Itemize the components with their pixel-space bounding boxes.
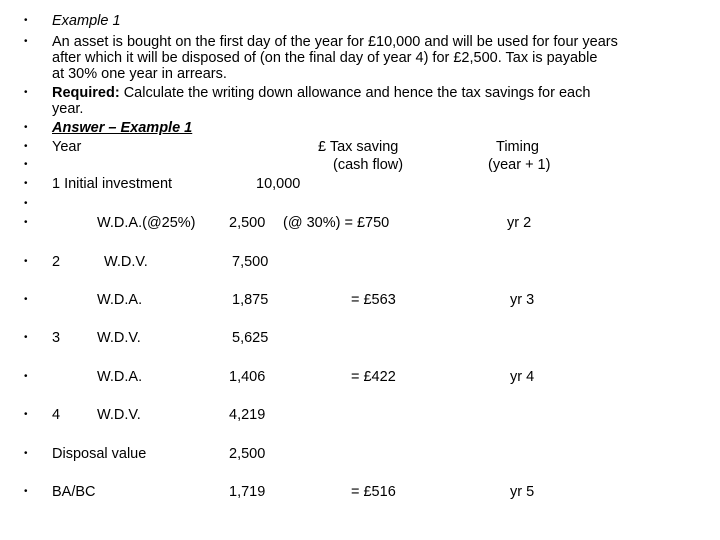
row-babc-timing: yr 5 (510, 484, 535, 500)
row-disposal-value: 2,500 (229, 446, 266, 462)
row-wdv4-label: W.D.V. (97, 407, 141, 423)
row-disposal-label: Disposal value (52, 446, 147, 462)
answer-heading: Answer – Example 1 (52, 120, 193, 136)
bullet: • (24, 217, 28, 228)
required-text: Calculate the writing down allowance and hence the tax savings for each (119, 85, 591, 101)
bullet: • (24, 448, 28, 459)
row-babc-calc: = £516 (351, 484, 396, 500)
row-wdv2-label: W.D.V. (104, 254, 148, 270)
row-wdv3-label: W.D.V. (97, 330, 141, 346)
row-wda2-calc: = £563 (351, 292, 396, 308)
row-wda1-timing: yr 2 (507, 215, 532, 231)
row-babc-value: 1,719 (229, 484, 266, 500)
bullet: • (24, 409, 28, 420)
required-line-2: year. (52, 101, 84, 117)
bullet: • (24, 198, 28, 209)
header-timing-sub: (year + 1) (488, 157, 551, 173)
row-initial-label: 1 Initial investment (52, 176, 173, 192)
row-wdv4-value: 4,219 (229, 407, 266, 423)
bullet: • (24, 486, 28, 497)
row-initial-value: 10,000 (256, 176, 301, 192)
bullet: • (24, 141, 28, 152)
row-wda3-label: W.D.A. (97, 369, 143, 385)
bullet: • (24, 178, 28, 189)
bullet: • (24, 15, 28, 26)
row-wdv4-num: 4 (52, 407, 61, 423)
required-line (52, 85, 590, 101)
required-label: Required: (52, 85, 120, 101)
row-wda2-timing: yr 3 (510, 292, 535, 308)
row-wdv2-value: 7,500 (232, 254, 269, 270)
bullet: • (24, 294, 28, 305)
example-title: Example 1 (52, 13, 121, 29)
row-wdv3-value: 5,625 (232, 330, 269, 346)
row-wda1-value: 2,500 (229, 215, 266, 231)
bullet: • (24, 122, 28, 133)
intro-line: An asset is bought on the first day of the year for £10,000 and will be used for four years (52, 34, 618, 50)
header-timing: Timing (496, 139, 539, 155)
bullet: • (24, 36, 28, 47)
row-wda1-calc: (@ 30%) = £750 (283, 215, 390, 231)
bullet: • (24, 87, 28, 98)
row-wda2-value: 1,875 (232, 292, 269, 308)
header-year: Year (52, 139, 82, 155)
header-tax-saving-sub: (cash flow) (333, 157, 404, 173)
bullet: • (24, 256, 28, 267)
intro-line: after which it will be disposed of (on the final day of year 4) for £2,500. Tax is payable (52, 50, 598, 66)
row-wda3-calc: = £422 (351, 369, 396, 385)
row-wda3-value: 1,406 (229, 369, 266, 385)
row-wda1-label: W.D.A.(@25%) (97, 215, 196, 231)
row-babc-label: BA/BC (52, 484, 96, 500)
intro-line: at 30% one year in arrears. (52, 66, 227, 82)
row-wdv3-num: 3 (52, 330, 61, 346)
row-wdv2-num: 2 (52, 254, 61, 270)
bullet: • (24, 159, 28, 170)
row-wda2-label: W.D.A. (97, 292, 143, 308)
bullet: • (24, 332, 28, 343)
row-wda3-timing: yr 4 (510, 369, 535, 385)
header-tax-saving: £ Tax saving (318, 139, 399, 155)
bullet: • (24, 371, 28, 382)
